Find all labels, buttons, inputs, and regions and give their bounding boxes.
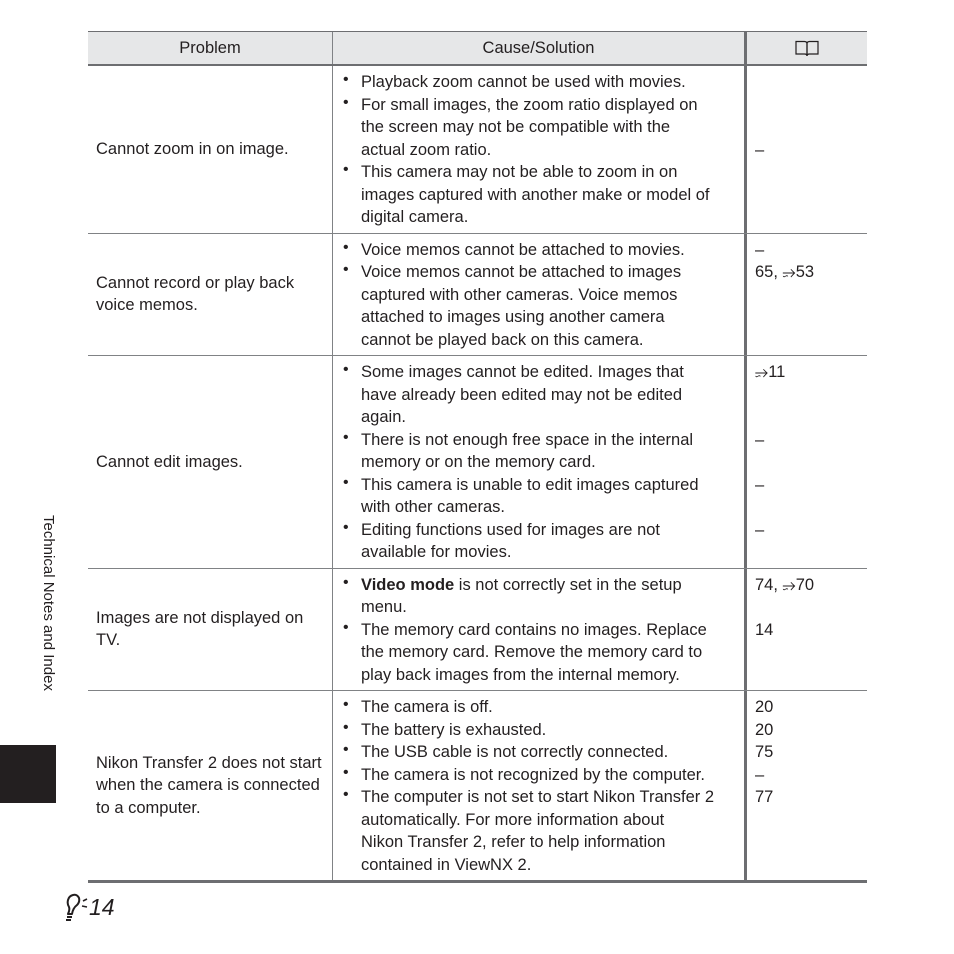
problem-cell: Cannot record or play back voice memos. xyxy=(88,234,333,356)
cause-cell xyxy=(333,66,747,233)
table-row xyxy=(88,569,867,692)
table-row xyxy=(88,66,867,234)
table-row xyxy=(88,691,867,880)
cause-item: • This camera may not be able to zoom in on images captured with another make or model of digital camera. xyxy=(343,161,738,229)
problem-cell: Nikon Transfer 2 does not start when the camera is connected to a computer. xyxy=(88,691,333,880)
cause-item: • Some images cannot be edited. Images that have already been edited may not be edited again. xyxy=(343,361,738,429)
header-reference xyxy=(747,32,867,64)
problem-cell: Cannot edit images. xyxy=(88,356,333,568)
book-icon xyxy=(795,40,819,57)
problem-cell: Cannot zoom in on image. xyxy=(88,66,333,233)
cause-item: • The memory card contains no images. Replace the memory card. Remove the memory card to play back images from the internal memory. xyxy=(343,619,738,687)
cause-item: • Playback zoom cannot be used with movies. xyxy=(343,71,738,94)
cause-item: • Voice memos cannot be attached to movies. xyxy=(343,239,738,262)
cause-item: • Editing functions used for images are not available for movies. xyxy=(343,519,738,564)
reference-cell: ⭌11 – – – xyxy=(755,363,786,539)
header-cause-solution: Cause/Solution xyxy=(333,32,747,64)
video-mode-setting: Video mode xyxy=(361,575,455,594)
cause-item: • The USB cable is not correctly connected. xyxy=(343,741,738,764)
problem-cell: Images are not displayed on TV. xyxy=(88,569,333,691)
cause-item: • For small images, the zoom ratio displayed on the screen may not be compatible with the actual zoom ratio. xyxy=(343,94,738,162)
cause-item: • The computer is not set to start Nikon Transfer 2 automatically. For more information about Nikon Transfer 2, refer to help information contained in ViewNX 2. xyxy=(343,786,738,876)
table-row xyxy=(88,234,867,357)
header-problem: Problem xyxy=(88,32,333,64)
reference-cell: 20 20 75 – 77 xyxy=(755,698,774,806)
section-label: Technical Notes and Index xyxy=(40,515,57,691)
table-row xyxy=(88,356,867,569)
cause-item: • The camera is not recognized by the computer. xyxy=(343,764,738,787)
troubleshooting-table xyxy=(88,31,867,883)
reference-cell: 74, ⭌70 14 xyxy=(755,575,815,639)
cause-item: • This camera is unable to edit images captured with other cameras. xyxy=(343,474,738,519)
reference-cell: – xyxy=(755,140,765,159)
cause-cell xyxy=(333,691,747,880)
reference-cell: – 65, ⭌53 xyxy=(755,240,815,281)
cause-item: • The camera is off. xyxy=(343,696,738,719)
cause-cell xyxy=(333,356,747,568)
page-footer xyxy=(62,892,115,922)
cause-item: • The battery is exhausted. xyxy=(343,719,738,742)
page-number: 14 xyxy=(89,893,115,920)
cause-item: • Video mode is not correctly set in the setup menu. xyxy=(343,574,738,619)
cause-cell xyxy=(333,569,747,691)
lightbulb-icon xyxy=(62,893,88,921)
cause-item: • Voice memos cannot be attached to images captured with other cameras. Voice memos attached to images using another camera cannot be played back on this camera. xyxy=(343,261,738,351)
section-tab xyxy=(0,745,56,803)
cause-cell xyxy=(333,234,747,356)
table-header xyxy=(88,32,867,66)
cause-item: • There is not enough free space in the internal memory or on the memory card. xyxy=(343,429,738,474)
